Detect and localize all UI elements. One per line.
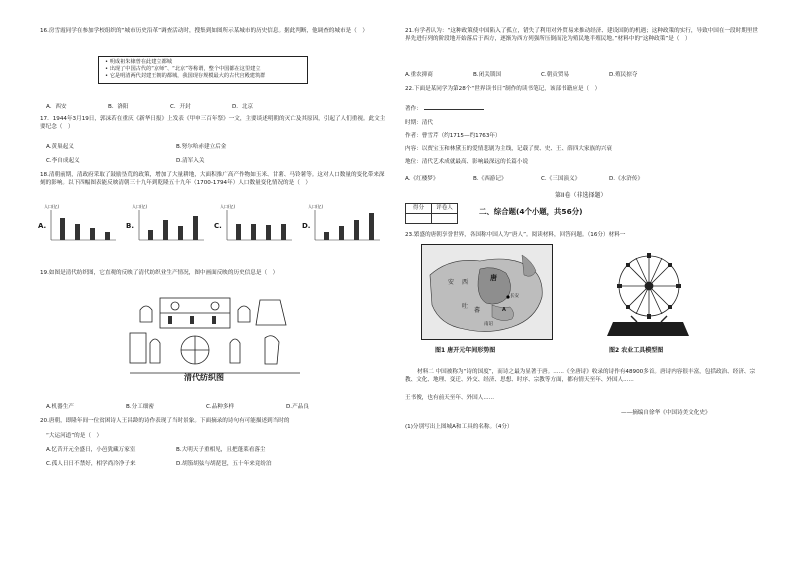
question-19-stem: 19.如图是清代纺织图，它直观的反映了清代纺织业生产情况，图中画面反映的历史信息是（ ） xyxy=(40,270,279,276)
map-marker-a: A xyxy=(502,307,506,313)
water-wheel-model xyxy=(601,252,691,342)
question-16-stem: 16.房雪霞同学在参加学校组织的“城市历史沿革”调查活动时，搜集到如图所示某城市的历史信息。据此判断，他调查的城市是（ ） xyxy=(40,28,368,34)
score-table xyxy=(405,203,458,224)
question-22-options xyxy=(405,176,677,184)
option-a[interactable]: A.《红楼梦》 xyxy=(405,176,439,182)
option-a[interactable]: A．西安 xyxy=(46,104,67,110)
mini-bar-chart xyxy=(312,208,382,244)
option-c[interactable]: C.孤人日日不禁好，相学尚冷净子来 xyxy=(46,461,136,467)
material-source: ——摘编自徐华《中国诗美文化史》 xyxy=(621,410,711,416)
bar xyxy=(369,213,374,240)
mini-bar-chart xyxy=(136,208,206,244)
option-a[interactable]: A.重农抑商 xyxy=(405,72,433,78)
sub-question-1: (1)分别写出上图城A和工具的名称。（4分） xyxy=(405,424,513,430)
chart-label: A. xyxy=(38,222,47,230)
info-line: • 明成祖朱棣曾在此建立都城 xyxy=(105,59,172,65)
option-c[interactable]: C．开封 xyxy=(170,104,191,110)
figure-2-caption: 图2 农业工具模型图 xyxy=(609,347,664,354)
question-21-options xyxy=(405,72,677,80)
info-line: • 出现了中国古代的“京师”、“北京”等称谓，整个中国都在这里建立 xyxy=(105,66,261,73)
option-d[interactable]: D.胡笳胡弦与胡琵琶，五十年来竟纷泊 xyxy=(176,461,272,467)
section-title: 二、综合题(4个小题，共56分) xyxy=(479,207,583,216)
chart-y-unit: 人口(亿) xyxy=(132,204,148,209)
question-20-stem: 20.唐朝，即隆年间一位贫困诗人王昌龄的诗作表现了当时景象。下面摘录的诗句有可能描述到当时的 xyxy=(40,418,290,424)
bar xyxy=(60,218,65,240)
bar xyxy=(163,220,168,240)
question-20-stem-continued: “大运河道”的是（ ） xyxy=(46,433,103,439)
map-label: 安 xyxy=(448,279,455,286)
question-17-stem: 17．1944年3月19日，郭沫若在重庆《新华日报》上发表《甲申三百年祭》一文，主要谈述明朝的灭亡及其原因，引起了人们重视。此文主要纪念（ ） xyxy=(40,116,386,130)
bar xyxy=(236,224,241,240)
question-20-options-row2 xyxy=(46,461,346,469)
question-18-stem: 18.清朝前期，清政府采取了鼓励垦荒的政策，增加了大量耕地，大面积推广高产作物如玉米、甘薯、马铃薯等。这对人口数量的变化带来深刻的影响。以下四幅图表能反映清朝三十九年到乾隆五十九年（1700-1794年）人口数量变化情况的是（ ） xyxy=(40,172,385,186)
bar xyxy=(354,220,359,240)
figure-caption: 清代纺织图 xyxy=(184,372,224,382)
weaving-illustration xyxy=(120,288,310,388)
map-label: 蕃 xyxy=(474,307,481,314)
option-c[interactable]: C.《三国演义》 xyxy=(541,176,581,182)
option-a[interactable]: A.黄巢起义 xyxy=(46,144,74,150)
reading-note-period: 时期：清代 xyxy=(405,120,433,126)
bar xyxy=(266,225,271,240)
question-17-options-row2 xyxy=(46,158,306,166)
mini-bar-chart xyxy=(48,208,118,244)
reading-note-author: 作者：曹雪芹（约1715—约1763年） xyxy=(405,133,501,139)
map-label: 南诏 xyxy=(484,322,493,327)
bar xyxy=(105,232,110,240)
option-c[interactable]: C.朝贡贸易 xyxy=(541,72,570,78)
bar xyxy=(339,226,344,240)
option-d[interactable]: D.产品良 xyxy=(286,404,309,410)
option-a[interactable]: A.忆昔开元全盛日，小邑犹藏万家室 xyxy=(46,447,136,453)
question-17-options-row1 xyxy=(46,144,306,152)
volume-heading: 第II卷（非选择题） xyxy=(555,192,607,199)
tang-map xyxy=(421,244,553,340)
reading-note-status: 地位：清代艺术成就最高、影响最深远的长篇小说 xyxy=(405,159,529,165)
title-blank[interactable] xyxy=(424,104,484,110)
bar xyxy=(75,224,80,240)
bar xyxy=(193,216,198,240)
question-16-options xyxy=(46,104,294,112)
figure-1-caption: 图1 唐开元年间形势图 xyxy=(435,347,496,354)
question-23-stem: 23.繁盛的唐朝享誉世界，各国称中国人为“唐人”。阅读材料，回答问题。（16分）材料一 xyxy=(405,232,626,238)
bar xyxy=(90,228,95,240)
question-22-stem: 22.下面是某同学为第28个“世界读书日”制作的读书笔记，该部书籍应是（ ） xyxy=(405,86,601,92)
water-wheel-drawing xyxy=(601,252,691,342)
score-label: 得分 xyxy=(406,204,432,214)
field-label: 著作： xyxy=(405,106,422,112)
map-label-capital: 长安 xyxy=(510,294,519,299)
option-b[interactable]: B.努尔哈赤建立后金 xyxy=(176,144,227,150)
material-2-text-end: 王书俊，也有前天至年、外国人...... xyxy=(405,395,494,401)
map-label: 唐 xyxy=(490,274,497,282)
question-19-options xyxy=(46,404,366,412)
material-2-text: 材料二 中国被称为“诗的国度”，而诗之最为显著于唐。......《全唐诗》收录的诗作有48900多首。唐诗内容很丰富，包括政治、经济、宗教、文化、地理、变迁、外交、经济、思想、时序、宗教等方面，都有情天至年、外国人...... xyxy=(405,369,756,383)
bar xyxy=(148,230,153,240)
option-d[interactable]: D.清军入关 xyxy=(176,158,205,164)
question-16-info-box xyxy=(98,56,308,84)
bar xyxy=(178,226,183,240)
option-d[interactable]: D.《水浒传》 xyxy=(609,176,644,182)
option-d[interactable]: D.殖民掠夺 xyxy=(609,72,638,78)
option-b[interactable]: B.《西游记》 xyxy=(473,176,507,182)
option-d[interactable]: D．北京 xyxy=(232,104,254,110)
grader-cell[interactable] xyxy=(432,214,458,224)
chart-label: C. xyxy=(214,222,222,230)
option-c[interactable]: C.李自成起义 xyxy=(46,158,80,164)
chart-label: D. xyxy=(302,222,311,230)
reading-note-content: 内容：以贾宝玉和林黛玉的爱情悲剧为主线，记载了贾、史、王、薛四大家族的兴衰 xyxy=(405,146,612,152)
option-b[interactable]: B．洛阳 xyxy=(108,104,129,110)
grader-label: 评卷人 xyxy=(432,204,458,214)
option-c[interactable]: C.品种多样 xyxy=(206,404,235,410)
option-a[interactable]: A.机器生产 xyxy=(46,404,74,410)
mini-bar-chart xyxy=(224,208,294,244)
question-20-options-row1 xyxy=(46,447,346,455)
option-b[interactable]: B.分工细密 xyxy=(126,404,154,410)
option-b[interactable]: B.闭关锁国 xyxy=(473,72,501,78)
chart-y-unit: 人口(亿) xyxy=(308,204,324,209)
map-label: 西 xyxy=(462,279,469,286)
bar xyxy=(324,232,329,240)
info-line: • 它是明清两代封建王朝的都城，我国现存规模最大的古代宫殿建筑群 xyxy=(105,73,266,80)
reading-note-title-field xyxy=(405,104,484,114)
bar xyxy=(251,224,256,240)
chart-y-unit: 人口(亿) xyxy=(220,204,236,209)
map-label: 吐 xyxy=(462,303,469,310)
score-cell[interactable] xyxy=(406,214,432,224)
bar xyxy=(281,224,286,240)
chart-y-unit: 人口(亿) xyxy=(44,204,60,209)
question-21-stem: 21.有学者认为：“这种政策使中国陷入了孤立，错失了利用对外贸易来推动经济、建设国防的机遇；这种政策的实行，导致中国在一段时期里世界先进行列的阶段地开始落后于西方，逐渐为西方列强所压倒而沦为殖民地半殖民地。”材料中的“这种政策”是（ ） xyxy=(405,28,759,42)
chart-label: B. xyxy=(126,222,134,230)
option-b[interactable]: B.大明天子重相见，且把蓬莱看落尘 xyxy=(176,447,266,453)
